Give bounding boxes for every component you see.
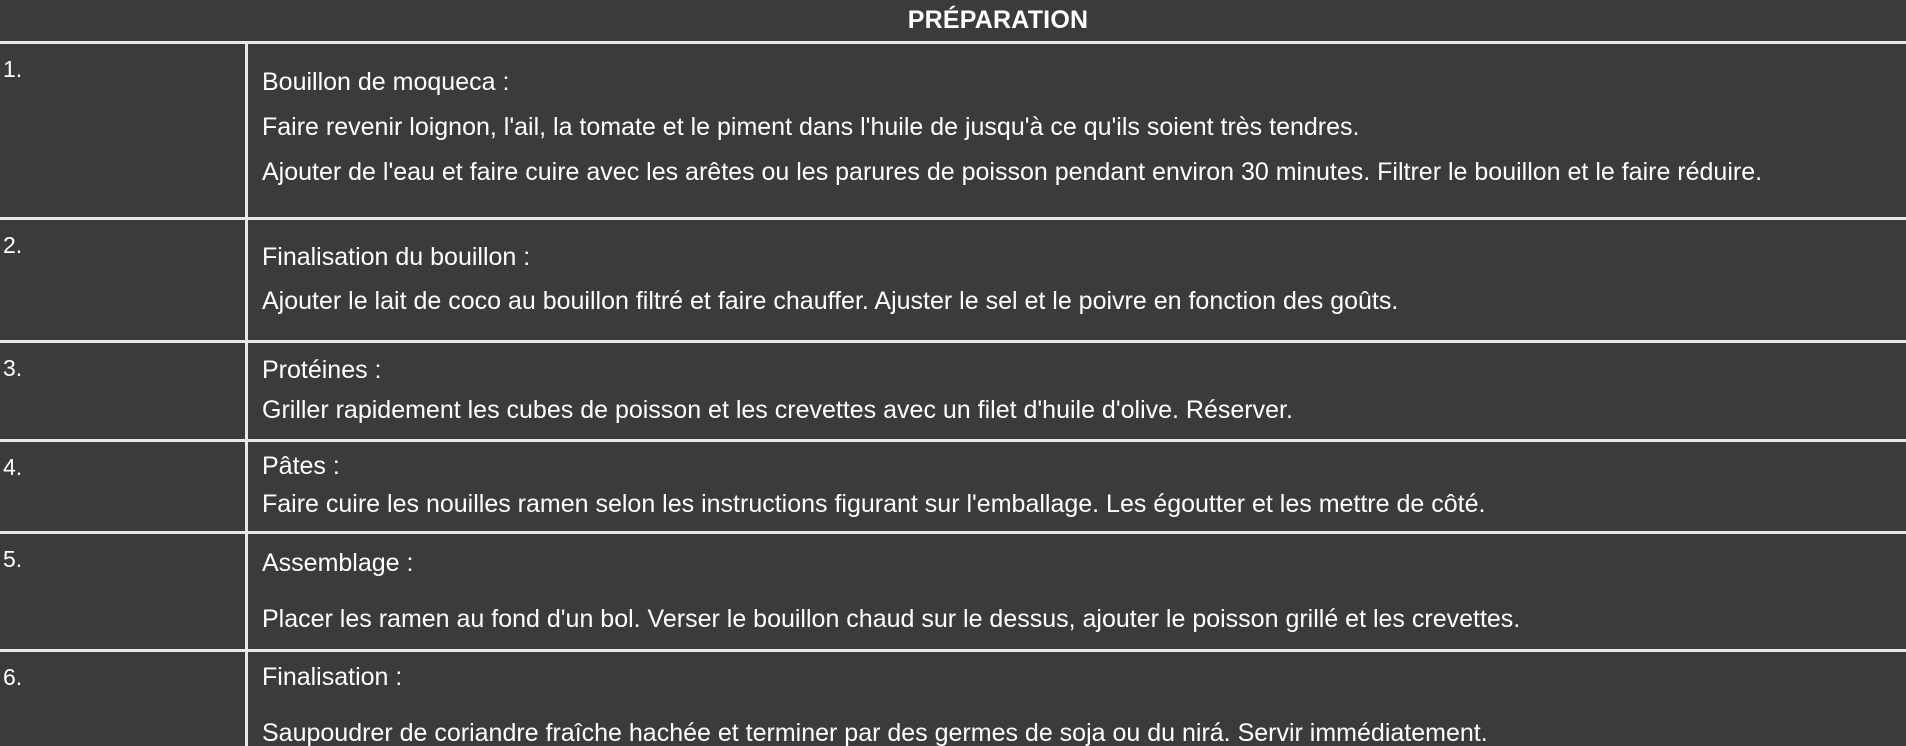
step-text: Faire cuire les nouilles ramen selon les instructions figurant sur l'emballage. Les égoutter et les mettre de côté. bbox=[262, 490, 1486, 518]
step-number: 5. bbox=[0, 534, 248, 649]
table-header bbox=[0, 0, 1906, 44]
step-number: 4. bbox=[0, 442, 248, 531]
step-heading: Finalisation : bbox=[262, 663, 403, 691]
step-text: Faire revenir loignon, l'ail, la tomate et le piment dans l'huile de jusqu'à ce qu'ils soient très tendres. bbox=[262, 113, 1360, 141]
table-title: PRÉPARATION bbox=[907, 6, 1089, 34]
table-row bbox=[0, 534, 1906, 652]
step-content bbox=[248, 652, 1906, 746]
step-text: Placer les ramen au fond d'un bol. Verser le bouillon chaud sur le dessus, ajouter le poisson grillé et les crevettes. bbox=[262, 605, 1521, 633]
table-row bbox=[0, 343, 1906, 442]
step-content bbox=[248, 442, 1906, 531]
step-text: Ajouter de l'eau et faire cuire avec les arêtes ou les parures de poisson pendant environ 30 minutes. Filtrer le bouillon et le faire réduire. bbox=[262, 158, 1763, 186]
table-row bbox=[0, 44, 1906, 220]
step-text: Ajouter le lait de coco au bouillon filtré et faire chauffer. Ajuster le sel et le poivre en fonction des goûts. bbox=[262, 287, 1399, 315]
step-content bbox=[248, 220, 1906, 340]
table-row bbox=[0, 652, 1906, 746]
step-heading: Assemblage : bbox=[262, 549, 414, 577]
step-content bbox=[248, 343, 1906, 439]
table-row bbox=[0, 442, 1906, 534]
step-content bbox=[248, 534, 1906, 649]
step-content bbox=[248, 44, 1906, 217]
step-text: Griller rapidement les cubes de poisson et les crevettes avec un filet d'huile d'olive. Réserver. bbox=[262, 396, 1293, 424]
step-number: 2. bbox=[0, 220, 248, 340]
table-row bbox=[0, 220, 1906, 343]
step-number: 6. bbox=[0, 652, 248, 746]
step-text: Saupoudrer de coriandre fraîche hachée et terminer par des germes de soja ou du nirá. Servir immédiatement. bbox=[262, 719, 1488, 746]
step-heading: Finalisation du bouillon : bbox=[262, 243, 531, 271]
step-heading: Bouillon de moqueca : bbox=[262, 68, 510, 96]
step-heading: Protéines : bbox=[262, 356, 382, 384]
step-number: 1. bbox=[0, 44, 248, 217]
step-heading: Pâtes : bbox=[262, 452, 340, 480]
step-number: 3. bbox=[0, 343, 248, 439]
